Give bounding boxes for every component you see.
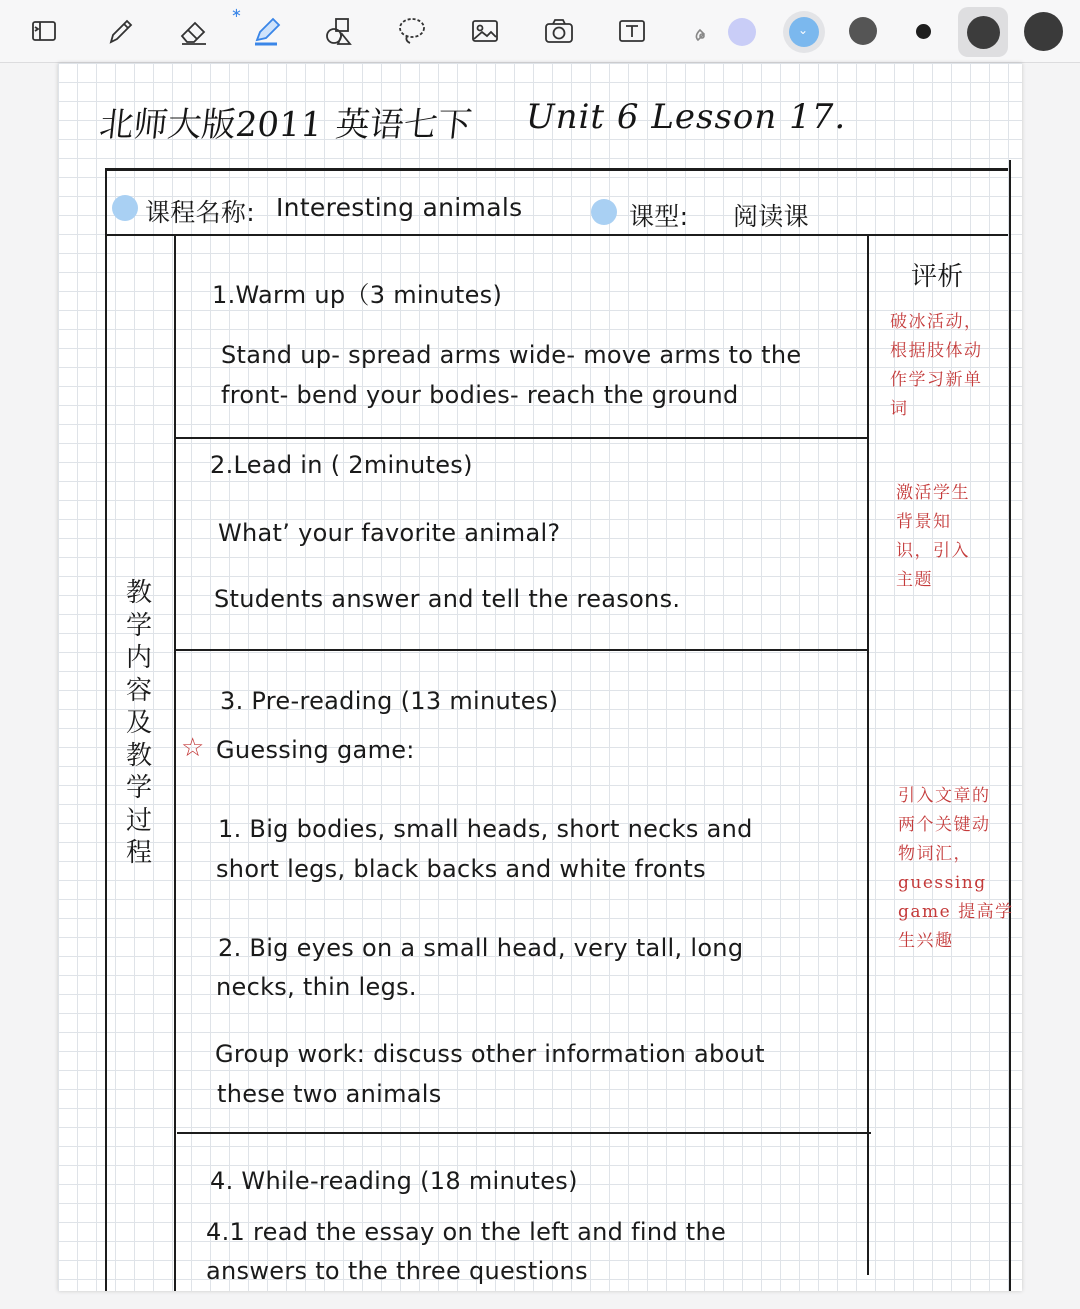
- section-heading: 1.Warm up（3 minutes): [212, 281, 503, 309]
- comment-warmup: 破冰活动， 根据肢体动 作学习新单 词: [890, 312, 983, 419]
- image-icon[interactable]: [462, 8, 508, 54]
- side-column-divider: [174, 235, 176, 1291]
- table-right-border: [1009, 160, 1011, 1291]
- section-divider-3: [177, 1132, 871, 1134]
- header-bottom-border: [106, 234, 1008, 236]
- section-divider-1: [175, 437, 869, 439]
- type-label: 课型:: [629, 202, 689, 231]
- pointer-icon[interactable]: [682, 8, 728, 54]
- color-swatch-lavender[interactable]: [728, 18, 756, 46]
- bluetooth-icon: ∗: [231, 6, 242, 21]
- type-value: 阅读课: [733, 202, 809, 231]
- section-line: What’ your favorite animal?: [218, 519, 561, 547]
- section-line: short legs, black backs and white fronts: [216, 855, 706, 883]
- section-line: these two animals: [217, 1080, 442, 1108]
- text-box-icon[interactable]: [609, 8, 655, 54]
- eraser-icon[interactable]: [170, 8, 216, 54]
- section-heading: 2.Lead in ( 2minutes): [210, 451, 473, 479]
- section-line: 2. Big eyes on a small head, very tall, long: [218, 934, 744, 962]
- title-unit: Unit 6 Lesson 17.: [526, 97, 847, 137]
- side-label: 教学内容及教学过程: [125, 578, 152, 868]
- section-heading: 4. While-reading (18 minutes): [210, 1167, 578, 1195]
- highlighter-icon[interactable]: [243, 8, 289, 54]
- comment-leadin: 激活学生 背景知 识，引入 主题: [896, 483, 970, 590]
- comment-column-divider: [867, 235, 869, 1275]
- bullet-dot: [591, 199, 617, 225]
- section-line: 4.1 read the essay on the left and find the: [206, 1218, 727, 1246]
- pen-icon[interactable]: [97, 8, 143, 54]
- title-subject: 英语七下: [333, 105, 474, 145]
- course-name: Interesting animals: [276, 193, 523, 222]
- shapes-icon[interactable]: [316, 8, 362, 54]
- section-line: Group work: discuss other information about: [215, 1040, 765, 1068]
- toolbar: [0, 0, 1080, 63]
- comment-prereading: 引入文章的 两个关键动 物词汇， guessing game 提高学 生兴趣: [898, 786, 1014, 951]
- bullet-dot: [112, 195, 138, 221]
- table-top-border: [105, 168, 1008, 171]
- table-left-border: [105, 168, 107, 1291]
- section-line: Guessing game:: [216, 736, 415, 764]
- size-dot-medium[interactable]: [849, 17, 877, 45]
- size-dot-small[interactable]: [916, 24, 931, 39]
- section-line: Students answer and tell the reasons.: [214, 585, 681, 613]
- section-line: front- bend your bodies- reach the ground: [221, 381, 739, 409]
- section-heading: 3. Pre-reading (13 minutes): [220, 687, 559, 715]
- section-line: answers to the three questions: [206, 1257, 588, 1285]
- camera-icon[interactable]: [536, 8, 582, 54]
- section-divider-2: [175, 649, 869, 651]
- section-line: Stand up- spread arms wide- move arms to the: [221, 341, 802, 369]
- star-mark-icon: ☆: [181, 733, 205, 763]
- course-label: 课程名称:: [145, 198, 255, 227]
- note-page[interactable]: [58, 63, 1022, 1291]
- section-line: necks, thin legs.: [216, 973, 417, 1001]
- title-publisher: 北师大版2011: [97, 105, 325, 145]
- sidebar-toggle-icon[interactable]: [21, 8, 67, 54]
- lasso-icon[interactable]: [389, 8, 435, 54]
- chevron-down-icon: ⌄: [798, 23, 809, 37]
- analysis-header: 评析: [911, 262, 964, 292]
- size-dot-large[interactable]: [967, 16, 1000, 49]
- size-dot-xlarge[interactable]: [1024, 12, 1063, 51]
- section-line: 1. Big bodies, small heads, short necks and: [218, 815, 753, 843]
